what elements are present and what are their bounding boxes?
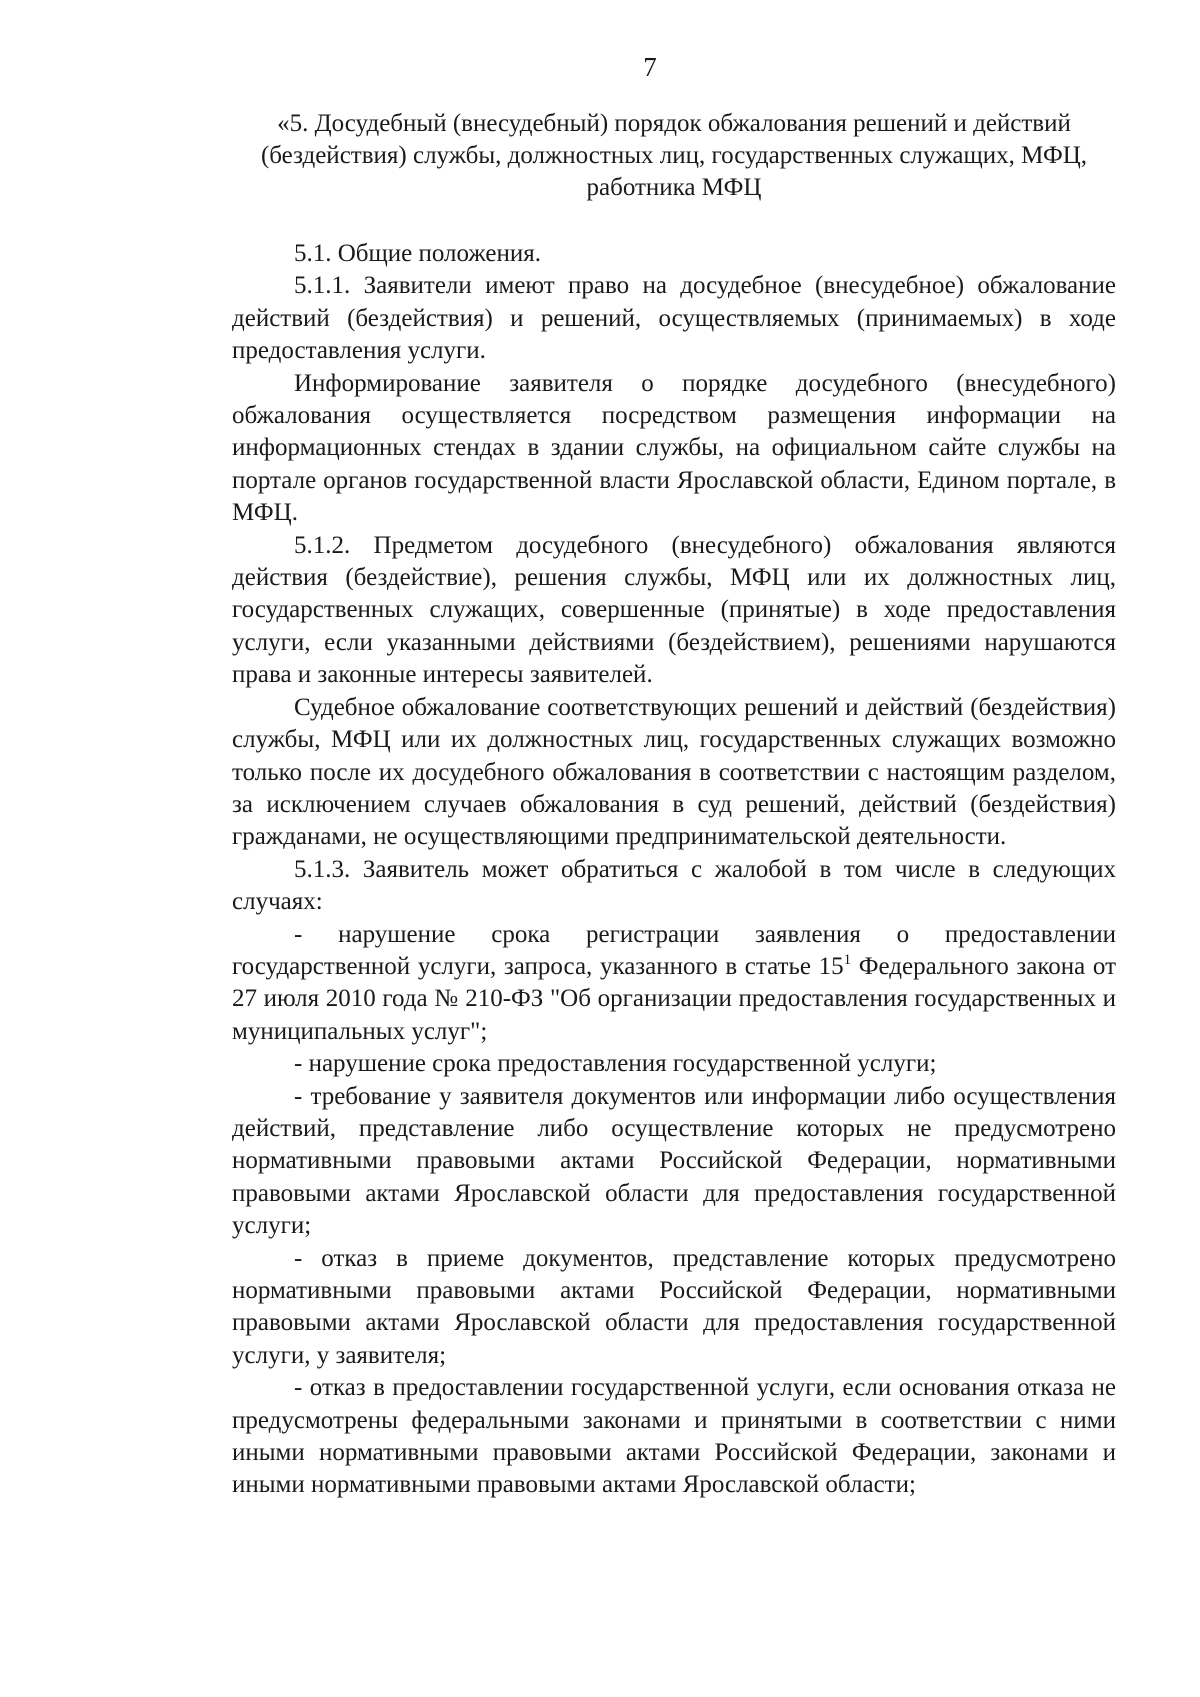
section-heading-line-1: «5. Досудебный (внесудебный) порядок обжалования решений и действий bbox=[277, 110, 1071, 137]
list-item-refusal-acceptance: - отказ в приеме документов, представление которых предусмотрено нормативными правовыми актами Российской Федерации, нормативными правовыми актами Ярославской области для предоставления государственной услуги, у заявителя; bbox=[232, 1244, 1116, 1369]
paragraph-judicial-appeal: Судебное обжалование соответствующих решений и действий (бездействия) службы, МФЦ или их должностных лиц, государственных служащих возможно только после их досудебного обжалования в соответствии с настоящим разделом, за исключением случаев обжалования в суд решений, действий (бездействия) гражданами, не осуществляющими предпринимательской деятельности. bbox=[232, 693, 1116, 851]
list-item-deadline-violation: - нарушение срока предоставления государственной услуги; bbox=[294, 1050, 937, 1078]
section-heading-line-3: работника МФЦ bbox=[586, 174, 762, 201]
section-heading bbox=[232, 108, 1116, 204]
paragraph-5-1-3: 5.1.3. Заявитель может обратиться с жалобой в том числе в следующих случаях: bbox=[232, 855, 1116, 916]
section-heading-line-2: (бездействия) службы, должностных лиц, государственных служащих, МФЦ, bbox=[260, 142, 1088, 169]
paragraph-general-provisions: 5.1. Общие положения. bbox=[294, 240, 541, 267]
superscript: 1 bbox=[843, 951, 852, 968]
document-body bbox=[232, 108, 1116, 1502]
list-item-text: Федерального закона от 27 июля 2010 года № 210-ФЗ "Об организации предоставления государственных и муниципальных услуг"; bbox=[232, 952, 1116, 1045]
list-item-refusal-provision: - отказ в предоставлении государственной услуги, если основания отказа не предусмотрены федеральными законами и принятыми в соответствии с ними иными нормативными правовыми актами Российской Федерации, законами и иными нормативными правовыми актами Ярославской области; bbox=[232, 1374, 1116, 1499]
list-item-registration-violation bbox=[232, 919, 1116, 1049]
list-item-text: - нарушение срока регистрации заявления о предоставлении государственной услуги, запроса, указанного в статье 15 bbox=[232, 920, 1116, 980]
paragraph-informing: Информирование заявителя о порядке досудебного (внесудебного) обжалования осуществляется посредством размещения информации на информационных стендах в здании службы, на официальном сайте службы на портале органов государственной власти Ярославской области, Едином портале, в МФЦ. bbox=[232, 369, 1116, 527]
paragraph-5-1-1: 5.1.1. Заявители имеют право на досудебное (внесудебное) обжалование действий (бездействия) и решений, осуществляемых (принимаемых) в ходе предоставления услуги. bbox=[232, 272, 1116, 365]
list-item-document-requirement: - требование у заявителя документов или информации либо осуществления действий, представление либо осуществление которых не предусмотрено нормативными правовыми актами Российской Федерации, нормативными правовыми актами Ярославской области для предоставления государственной услуги; bbox=[232, 1082, 1116, 1240]
page-number: 7 bbox=[643, 52, 657, 82]
paragraph-5-1-2: 5.1.2. Предметом досудебного (внесудебного) обжалования являются действия (бездействие), решения службы, МФЦ или их должностных лиц, государственных служащих, совершенные (принятые) в ходе предоставления услуги, если указанными действиями (бездействием), решениями нарушаются права и законные интересы заявителей. bbox=[232, 531, 1116, 689]
